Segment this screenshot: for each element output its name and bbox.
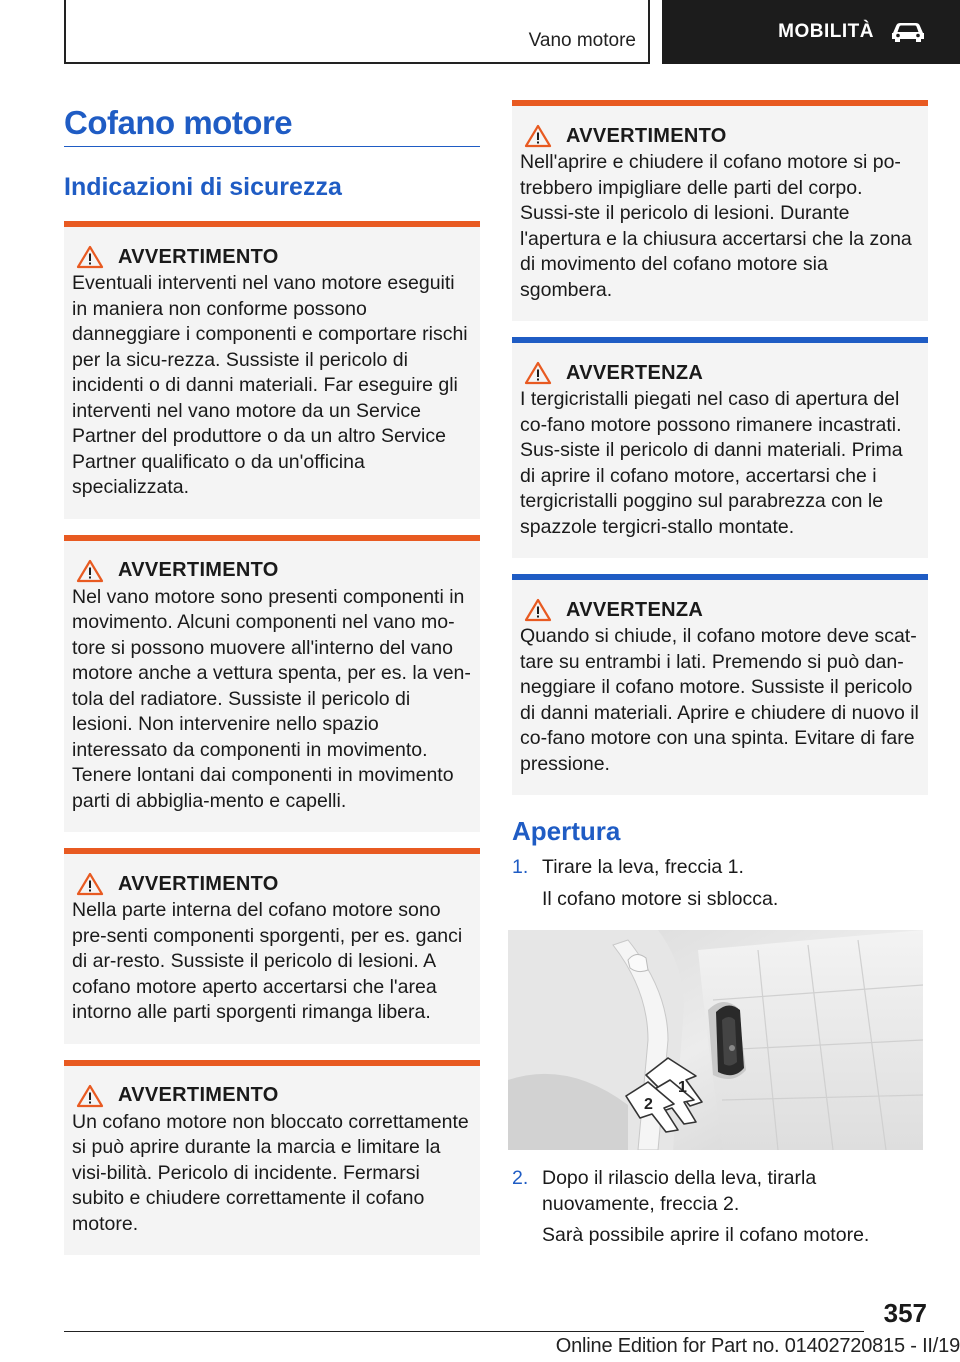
hood-release-lever-illustration bbox=[508, 930, 923, 1150]
warning-triangle-icon bbox=[76, 559, 104, 583]
arrow-label-2: 2 bbox=[644, 1096, 653, 1113]
notice-box bbox=[512, 337, 928, 558]
warning-header bbox=[72, 1084, 472, 1108]
warning-triangle-icon bbox=[524, 598, 552, 622]
warning-header bbox=[72, 872, 472, 896]
step-result: Sarà possibile aprire il cofano motore. bbox=[542, 1224, 870, 1246]
title-rule bbox=[64, 146, 480, 147]
warning-triangle-icon bbox=[524, 361, 552, 385]
warning-label: AVVERTIMENTO bbox=[566, 124, 727, 147]
header-section-label: Vano motore bbox=[528, 30, 636, 51]
header-chapter-tab bbox=[662, 0, 960, 64]
warning-text: Nell'aprire e chiudere il cofano motore si po-trebbero impigliare delle parti del corpo. Sussi-ste il pericolo di lesioni. Durante l'apertura e la chiusura accertarsi che la zona di movimento del cofano motore sia sgombera. bbox=[520, 151, 912, 301]
header-bottom-rule bbox=[64, 62, 650, 64]
warning-text: Nella parte interna del cofano motore sono pre-senti componenti sporgenti, per es. ganci di ar-resto. Sussiste il pericolo di lesioni. A cofano motore aperto accertarsi che l'area intorno alle parti sporgenti rimanga libera. bbox=[72, 899, 463, 1023]
warning-triangle-icon bbox=[76, 872, 104, 896]
footer-rule bbox=[64, 1331, 864, 1332]
section-title-apertura: Apertura bbox=[512, 816, 621, 846]
warning-triangle-icon bbox=[524, 124, 552, 148]
step-item bbox=[512, 1166, 928, 1217]
warning-header bbox=[520, 124, 920, 148]
warning-box bbox=[64, 535, 480, 833]
header-divider bbox=[648, 0, 650, 64]
step-result: Il cofano motore si sblocca. bbox=[542, 887, 779, 910]
warning-label: AVVERTIMENTO bbox=[118, 872, 279, 895]
notice-header bbox=[520, 361, 920, 385]
warning-box bbox=[64, 848, 480, 1044]
step-item bbox=[512, 855, 928, 881]
car-icon bbox=[890, 21, 926, 43]
warning-header bbox=[72, 559, 472, 583]
notice-text: Quando si chiude, il cofano motore deve scat-tare su entrambi i lati. Premendo si può dan-neggiare il cofano motore. Sussiste il pericolo di danni materiali. Aprire e chiudere di nuovo il co-fano motore con una spinta. Evitare di fare pressione. bbox=[520, 625, 919, 775]
page-title: Cofano motore bbox=[64, 104, 293, 141]
left-column bbox=[64, 100, 480, 1271]
notice-header bbox=[520, 598, 920, 622]
step-number: 2. bbox=[512, 1167, 529, 1189]
header-chapter-label: MOBILITÀ bbox=[778, 21, 874, 42]
notice-label: AVVERTENZA bbox=[566, 361, 704, 384]
warning-box bbox=[64, 221, 480, 519]
warning-label: AVVERTIMENTO bbox=[118, 1084, 279, 1106]
warning-triangle-icon bbox=[76, 1084, 104, 1108]
steps-list bbox=[512, 855, 928, 912]
warning-label: AVVERTIMENTO bbox=[118, 559, 279, 581]
warning-header bbox=[72, 245, 472, 269]
warning-text: Nel vano motore sono presenti componenti in movimento. Alcuni componenti nel vano mo-tore si possono muovere all'interno del vano motore anche a vettura spenta, per es. la ven-tola del radiatore. Sussiste il pericolo di lesioni. Non intervenire nello spazio interessato da componenti in movimento. Tenere lontani dai componenti in movimento parti di abbiglia-mento e capelli. bbox=[72, 585, 471, 812]
notice-label: AVVERTENZA bbox=[566, 598, 704, 621]
step-text: Dopo il rilascio della leva, tirarla nuovamente, freccia 2. bbox=[542, 1167, 817, 1215]
warning-label: AVVERTIMENTO bbox=[118, 245, 279, 268]
step-text: Tirare la leva, freccia 1. bbox=[542, 856, 744, 878]
warning-triangle-icon bbox=[76, 245, 104, 269]
page-number: 357 bbox=[883, 1298, 927, 1328]
right-column bbox=[512, 100, 928, 1249]
footer-edition-text: Online Edition for Part no. 01402720815 - II/19 bbox=[555, 1335, 960, 1357]
subsection-title: Indicazioni di sicurezza bbox=[64, 173, 342, 201]
arrow-label-1: 1 bbox=[678, 1079, 687, 1096]
step-number: 1. bbox=[512, 856, 529, 878]
notice-box bbox=[512, 574, 928, 795]
notice-text: I tergicristalli piegati nel caso di apertura del co-fano motore possono rimanere incastrati. Sus-siste il pericolo di danni materiali. Prima di aprire il cofano motore, accertarsi che i tergicristalli poggino sul parabrezza con le spazzole tergicri-stallo montate. bbox=[520, 388, 903, 538]
warning-box bbox=[64, 1060, 480, 1256]
steps-list bbox=[512, 1166, 928, 1249]
warning-text: Un cofano motore non bloccato correttamente si può aprire durante la marcia e limitare la visi-bilità. Pericolo di incidente. Fermarsi subito e chiudere correttamente il cofano motore. bbox=[72, 1110, 469, 1235]
warning-box bbox=[512, 100, 928, 321]
warning-text: Eventuali interventi nel vano motore eseguiti in maniera non conforme possono danneggiare i componenti e comportare rischi per la sicu-rezza. Sussiste il pericolo di incidenti o di danni materiali. Far eseguire gli interventi nel vano motore da un Service Partner del produttore o da un altro Service Partner qualificato o da un'officina specializzata. bbox=[72, 272, 468, 498]
header-left-rule bbox=[64, 0, 66, 64]
